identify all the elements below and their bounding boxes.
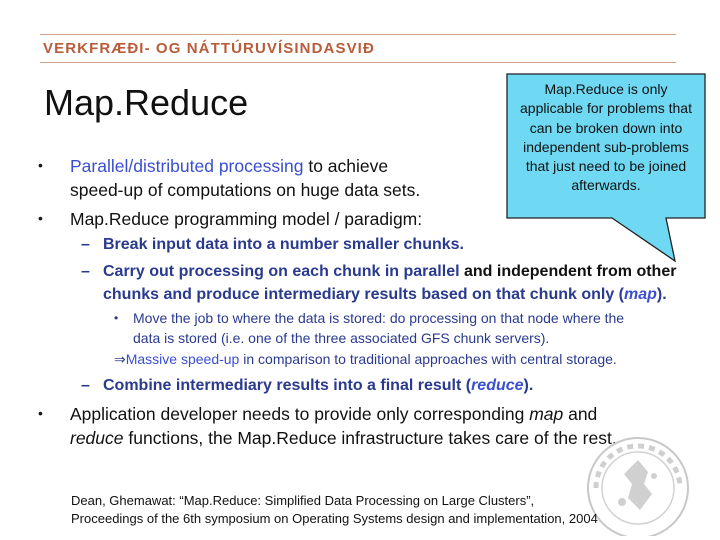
reduce-term: reduce [70,428,124,448]
reference-line-2: Proceedings of the 6th symposium on Operating Systems design and implementation, 2004 [71,511,598,526]
dash-marker: – [81,263,90,280]
bullet-programming-model: Map.Reduce programming model / paradigm: [70,209,423,229]
sub-sub-bullet-speedup [114,351,617,368]
sub-sub-bullet-move-job: Move the job to where the data is stored: do processing on that node where the [133,310,625,326]
bullet-marker: • [114,311,119,325]
bullet-text: to achieve [303,156,389,176]
header-org-name: VERKFRÆÐI- OG NÁTTÚRUVÍSINDASVIÐ [43,40,375,57]
sub-bullet-process-chunks [103,263,676,281]
reference-line-1: Dean, Ghemawat: “Map.Reduce: Simplified Data Processing on Large Clusters”, [71,493,535,508]
dash-marker: – [81,377,90,394]
sub-bullet-accent-text: ). [523,377,534,394]
sub-bullet-accent-text: ). [656,286,667,303]
bullet-app-developer-cont [70,428,617,449]
reduce-term: reduce [471,377,524,394]
sub-bullet-accent-text: chunks and produce intermediary results based on that chunk only ( [103,286,624,303]
map-term: map [624,286,657,303]
bullet-highlight: Parallel/distributed processing [70,156,304,176]
dash-marker: – [81,236,90,253]
bullet-marker: • [38,405,43,421]
bullet-text: functions, the Map.Reduce infrastructure takes care of the rest. [123,428,617,448]
university-seal-logo [582,432,694,536]
sub-bullet-process-chunks-cont [103,286,667,304]
sub-bullet-combine-results [103,377,533,395]
speedup-highlight: Massive speed-up [125,351,240,367]
bullet-parallel-processing [70,156,388,177]
sub-bullet-accent-text: Carry out processing on each chunk in parallel [103,263,460,280]
callout-text: Map.Reduce is only applicable for problems that can be broken down into independent sub-problems that just need to be joined afterwards. [520,81,692,194]
sub-bullet-accent-text: Combine intermediary results into a final result ( [103,377,472,394]
sub-bullet-break-input: Break input data into a number smaller chunks. [103,236,464,253]
reference-citation [71,492,598,528]
slide-title: Map.Reduce [44,82,249,123]
sub-bullet-text: and independent from other [459,263,677,280]
bullet-text: Application developer needs to provide only corresponding [70,404,530,424]
bullet-marker: • [38,210,43,226]
sub-sub-bullet-move-job-cont: data is stored (i.e. one of the three associated GFS chunk servers). [133,330,550,346]
bullet-text: and [563,404,598,424]
bullet-app-developer [70,404,597,425]
bullet-parallel-processing-cont: speed-up of computations on huge data sets. [70,180,421,200]
map-term: map [529,404,564,424]
implies-arrow: ⇒ [114,351,126,367]
bullet-marker: • [38,157,43,173]
sub-sub-bullet-text: in comparison to traditional approaches with central storage. [239,351,617,367]
